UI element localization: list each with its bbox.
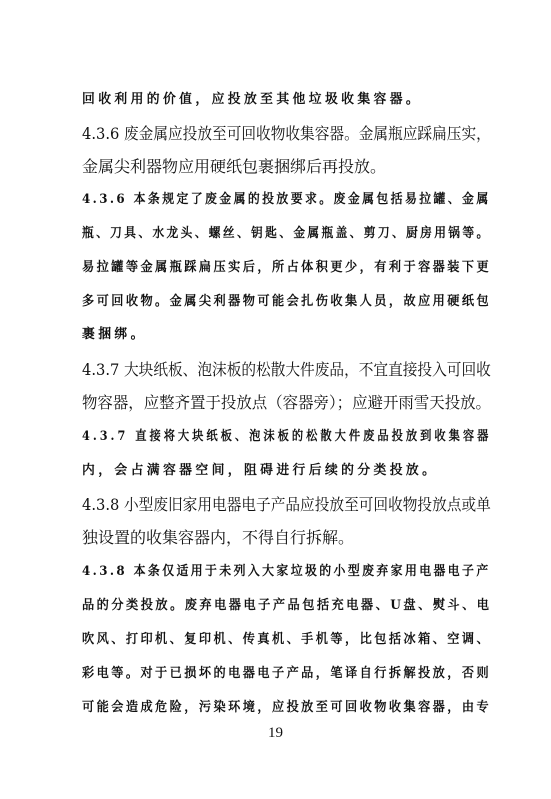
provision-4-3-8-line-2: 独设置的收集容器内，不得自行拆解。 [82, 528, 355, 547]
explanation-4-3-6-line-2: 瓶、刀具、水龙头、螺丝、钥匙、金属瓶盖、剪刀、厨房用锅等。 [82, 226, 491, 241]
explanation-4-3-8-line-4: 彩电等。对于已损坏的电器电子产品，笔译自行拆解投放，否则 [82, 666, 492, 681]
explanation-4-3-6-line-3: 易拉罐等金属瓶踩扁压实后，所占体积更少，有利于容器装下更 [82, 260, 492, 275]
provision-4-3-8-line-1: 4.3.8 小型废旧家用电器电子产品应投放至可回收物投放点或单 [82, 495, 491, 514]
explanation-4-3-8-line-5: 可能会造成危险，污染环境，应投放至可回收物收集容器，由专 [82, 700, 492, 715]
explanation-4-3-8-line-2: 品的分类投放。废弃电器电子产品包括充电器、U盘、熨斗、电 [82, 598, 492, 613]
explanation-4-3-8-line-1: 4.3.8 本条仅适用于未列入大家垃圾的小型废弃家用电器电子产 [82, 564, 491, 579]
page-number: 19 [268, 725, 283, 741]
provision-4-3-7-line-2: 物容器，应整齐置于投放点（容器旁）；应避开雨雪天投放。 [82, 393, 492, 412]
provision-4-3-6-line-2: 金属尖利器物应用硬纸包裹捆绑后再投放。 [82, 157, 387, 176]
provision-4-3-7-line-1: 4.3.7 大块纸板、泡沫板的松散大件废品，不宜直接投入可回收 [82, 360, 491, 379]
explanation-4-3-7-line-1: 4.3.7 直接将大块纸板、泡沫板的松散大件废品投放到收集容器 [82, 429, 492, 444]
explanation-4-3-7-line-2: 内，会占满容器空间，阻碍进行后续的分类投放。 [82, 463, 439, 478]
explanation-4-3-8-line-3: 吹风、打印机、复印机、传真机、手机等，比包括冰箱、空调、 [82, 632, 492, 647]
text-line: 回收利用的价值，应投放至其他垃圾收集容器。 [82, 92, 423, 107]
explanation-4-3-6-line-5: 裹捆绑。 [82, 327, 147, 342]
explanation-4-3-6-line-1: 4.3.6 本条规定了废金属的投放要求。废金属包括易拉罐、金属 [82, 192, 491, 207]
explanation-4-3-6-line-4: 多可回收物。金属尖利器物可能会扎伤收集人员，故应用硬纸包 [82, 294, 492, 309]
provision-4-3-6-line-1: 4.3.6 废金属应投放至可回收物收集容器。金属瓶应踩扁压实， [82, 124, 491, 143]
